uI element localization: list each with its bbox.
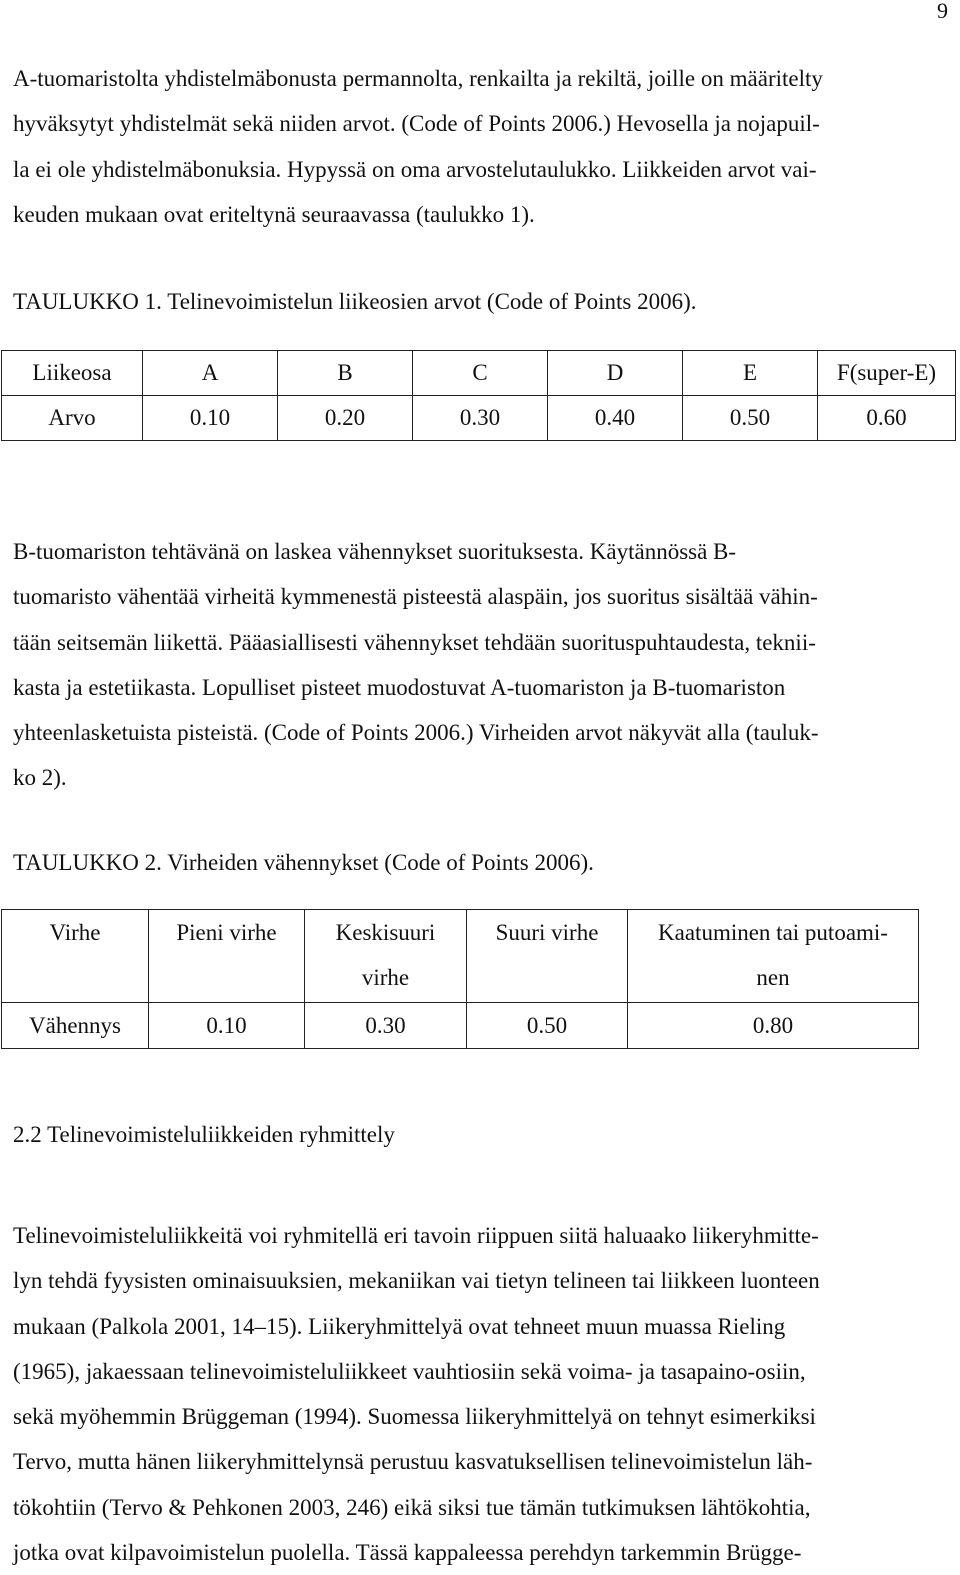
- table-cell: Arvo: [2, 396, 143, 441]
- table-cell: 0.40: [548, 396, 683, 441]
- table-cell: Vähennys: [2, 1003, 149, 1049]
- table-cell: 0.10: [149, 1003, 305, 1049]
- text-line: kasta ja estetiikasta. Lopulliset pisteet muodostuvat A-tuomariston ja B-tuomariston: [13, 674, 786, 700]
- paragraph-a-judges: [13, 56, 938, 237]
- text-line: keuden mukaan ovat eriteltynä seuraavassa (taulukko 1).: [13, 201, 535, 227]
- text-line: la ei ole yhdistelmäbonuksia. Hypyssä on oma arvostelutaulukko. Liikkeiden arvot vai-: [13, 156, 817, 182]
- table-cell: [2, 910, 149, 1003]
- table-cell: [467, 910, 628, 1003]
- text-line: tökohtiin (Tervo & Pehkonen 2003, 246) eikä siksi tue tämän tutkimuksen lähtökohtia,: [13, 1494, 811, 1520]
- cell-line: virhe: [361, 965, 410, 990]
- section-heading: 2.2 Telinevoimisteluliikkeiden ryhmittely: [13, 1122, 395, 1147]
- table1-caption: TAULUKKO 1. Telinevoimistelun liikeosien arvot (Code of Points 2006).: [13, 289, 697, 314]
- table-cell: 0.80: [628, 1003, 919, 1049]
- table-cell: C: [413, 351, 548, 396]
- table2-caption: TAULUKKO 2. Virheiden vähennykset (Code of Points 2006).: [13, 850, 594, 875]
- cell-line: Kaatuminen tai putoami-: [658, 920, 888, 945]
- page-number: 9: [937, 0, 948, 23]
- table-cell: 0.30: [305, 1003, 467, 1049]
- text-line: ko 2).: [13, 765, 67, 791]
- element-values-table: [1, 350, 956, 441]
- text-line: mukaan (Palkola 2001, 14–15). Liikeryhmittelyä ovat tehneet muun muassa Rieling: [13, 1313, 786, 1339]
- table-cell: E: [683, 351, 818, 396]
- table-header-row: [2, 351, 956, 396]
- text-line: sekä myöhemmin Brüggeman (1994). Suomessa liikeryhmittelyä on tehnyt esimerkiksi: [13, 1404, 816, 1430]
- table-cell: F(super-E): [818, 351, 956, 396]
- table-cell: B: [278, 351, 413, 396]
- cell-line: nen: [756, 965, 790, 990]
- table-cell: [305, 910, 467, 1003]
- table-row: [2, 396, 956, 441]
- paragraph-b-judges: [13, 529, 938, 801]
- table-cell: 0.50: [467, 1003, 628, 1049]
- table-cell: [628, 910, 919, 1003]
- deductions-table: [1, 909, 919, 1049]
- text-line: tuomaristo vähentää virheitä kymmenestä pisteestä alaspäin, jos suoritus sisältää vähin-: [13, 584, 818, 610]
- table-row: [2, 1003, 919, 1049]
- table-cell: Liikeosa: [2, 351, 143, 396]
- text-line: (1965), jakaessaan telinevoimisteluliikkeet vauhtiosiin sekä voima- ja tasapaino-osiin,: [13, 1358, 806, 1384]
- table-cell: 0.30: [413, 396, 548, 441]
- table-cell: 0.50: [683, 396, 818, 441]
- table-header-row: [2, 910, 919, 1003]
- text-line: B-tuomariston tehtävänä on laskea vähennykset suorituksesta. Käytännössä B-: [13, 539, 737, 564]
- text-line: jotka ovat kilpavoimistelun puolella. Tässä kappaleessa perehdyn tarkemmin Brügge-: [13, 1540, 802, 1566]
- table-cell: A: [143, 351, 278, 396]
- table-cell: 0.20: [278, 396, 413, 441]
- table-cell: [149, 910, 305, 1003]
- cell-line: Keskisuuri: [335, 920, 436, 945]
- cell-line: Suuri virhe: [495, 920, 599, 945]
- paragraph-grouping: [13, 1213, 938, 1575]
- table-cell: 0.60: [818, 396, 956, 441]
- text-line: yhteenlasketuista pisteistä. (Code of Points 2006.) Virheiden arvot näkyvät alla (tauluk-: [13, 720, 819, 746]
- text-line: A-tuomaristolta yhdistelmäbonusta permannolta, renkailta ja rekiltä, joille on määritelty: [13, 66, 823, 91]
- text-line: Tervo, mutta hänen liikeryhmittelynsä perustuu kasvatuksellisen telinevoimistelun läh-: [13, 1449, 813, 1475]
- text-line: lyn tehdä fyysisten ominaisuuksien, mekaniikan vai tietyn telineen tai liikkeen luonteen: [13, 1268, 820, 1294]
- table-cell: 0.10: [143, 396, 278, 441]
- text-line: Telinevoimisteluliikkeitä voi ryhmitellä eri tavoin riippuen siitä haluaako liikeryhmitte-: [13, 1223, 819, 1248]
- table-cell: D: [548, 351, 683, 396]
- cell-line: Pieni virhe: [176, 920, 277, 945]
- text-line: tään seitsemän liikettä. Pääasiallisesti vähennykset tehdään suorituspuhtaudesta, teknii-: [13, 629, 816, 655]
- text-line: hyväksytyt yhdistelmät sekä niiden arvot. (Code of Points 2006.) Hevosella ja nojapuil-: [13, 111, 820, 137]
- cell-line: Virhe: [49, 920, 101, 945]
